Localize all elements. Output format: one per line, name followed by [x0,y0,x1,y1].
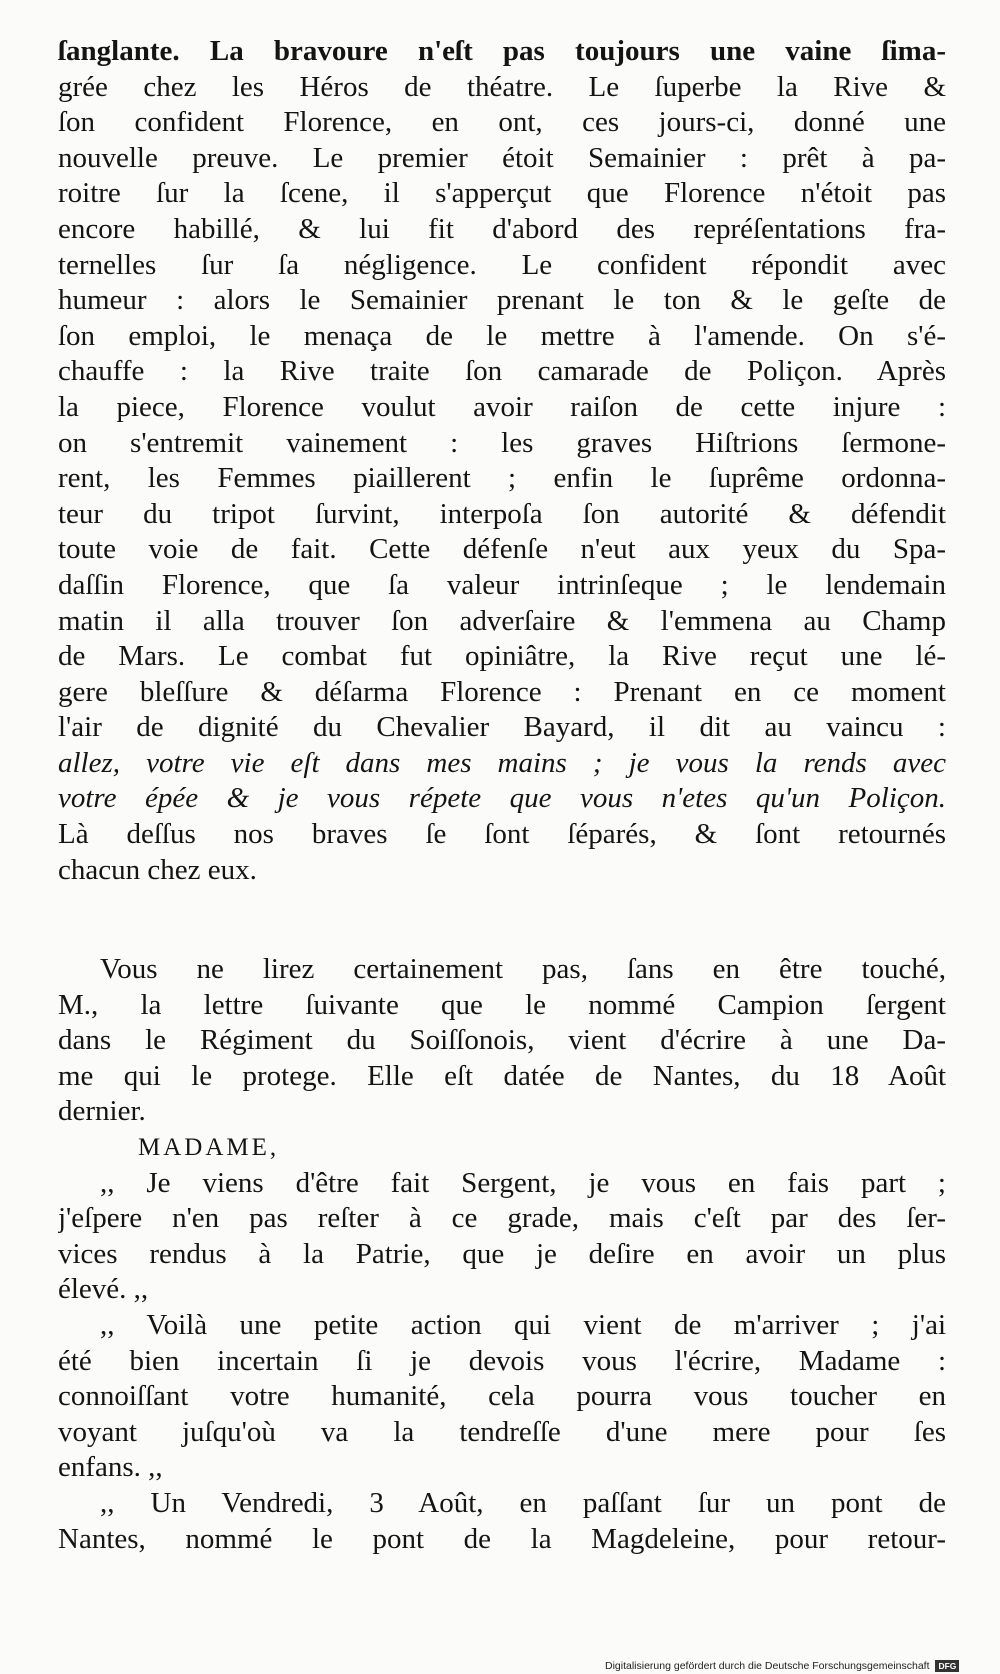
text-line: allez, votre vie eſt dans mes mains ; je vous la rends avec [58,746,946,779]
text-line: la piece, Florence voulut avoir raiſon de cette injure : [58,390,946,423]
text-line: votre épée & je vous répete que vous n'etes qu'un Poliçon. [58,782,946,815]
text-line: ,, Je viens d'être fait Sergent, je vous en fais part ; [100,1166,946,1199]
text-line: Là deſſus nos braves ſe ſont ſéparés, & ſont retournés [58,818,946,851]
text-line: élevé. ,, [58,1273,149,1306]
text-line: ſon emploi, le menaça de le mettre à l'amende. On s'é- [58,319,946,352]
text-line: roitre ſur la ſcene, il s'apperçut que Florence n'étoit pas [58,177,946,210]
credit-text: Digitalisierung gefördert durch die Deutsche Forschungsgemeinschaft [605,1660,930,1672]
dfg-logo: DFG [935,1660,959,1672]
text-line: gere bleſſure & déſarma Florence : Prenant en ce moment [58,675,946,708]
digitization-credit [605,1658,1000,1674]
text-line: rent, les Femmes piaillerent ; enfin le ſuprême ordonna- [58,462,946,495]
article-campion-letter [58,952,946,1557]
text-line: matin il alla trouver ſon adverſaire & l'emmena au Champ [58,604,946,637]
text-line: toute voie de fait. Cette défenſe n'eut aux yeux du Spa- [58,533,946,566]
text-line: on s'entremit vainement : les graves Hiſtrions ſermone- [58,426,946,459]
text-line: M., la lettre ſuivante que le nommé Campion ſergent [58,988,946,1021]
text-line: ,, Un Vendredi, 3 Août, en paſſant ſur un pont de [100,1486,946,1519]
text-line: me qui le protege. Elle eſt datée de Nantes, du 18 Août [58,1059,946,1092]
text-line: grée chez les Héros de théatre. Le ſuperbe la Rive & [58,70,946,103]
text-line: nouvelle preuve. Le premier étoit Semainier : prêt à pa- [58,141,946,174]
text-line: dernier. [58,1095,146,1128]
text-line: humeur : alors le Semainier prenant le ton & le geſte de [58,284,946,317]
text-line: connoiſſant votre humanité, cela pourra vous toucher en [58,1380,946,1413]
text-line: encore habillé, & lui fit d'abord des repréſentations fra- [58,212,946,245]
text-line: ſon confident Florence, en ont, ces jours-ci, donné une [58,106,946,139]
text-line: ternelles ſur ſa négligence. Le confident répondit avec [58,248,946,281]
text-line: dans le Régiment du Soiſſonois, vient d'écrire à une Da- [58,1024,946,1057]
text-line: Vous ne lirez certainement pas, ſans en être touché, [100,953,946,985]
text-line: de Mars. Le combat fut opiniâtre, la Rive reçut une lé- [58,640,946,673]
text-line: teur du tripot ſurvint, interpoſa ſon autorité & défendit [58,497,946,530]
text-line: l'air de dignité du Chevalier Bayard, il dit au vaincu : [58,711,946,744]
article-florence-la-rive [58,34,946,888]
text-line: ,, Voilà une petite action qui vient de m'arriver ; j'ai [100,1308,946,1341]
text-line: enfans. ,, [58,1451,163,1484]
text-line: chauffe : la Rive traite ſon camarade de Poliçon. Après [58,355,946,388]
text-line: vices rendus à la Patrie, que je deſire en avoir un plus [58,1237,946,1270]
text-line: ſanglante. La bravoure n'eſt pas toujours une vaine ſima- [58,35,946,67]
letter-salutation: MADAME, [138,1133,280,1161]
text-line: chacun chez eux. [58,853,257,886]
text-line: Nantes, nommé le pont de la Magdeleine, pour retour- [58,1522,946,1555]
text-line: daſſin Florence, que ſa valeur intrinſeque ; le lendemain [58,568,946,601]
text-line: voyant juſqu'où va la tendreſſe d'une mere pour ſes [58,1415,946,1448]
text-line: j'eſpere n'en pas reſter à ce grade, mais c'eſt par des ſer- [58,1202,946,1235]
text-line: été bien incertain ſi je devois vous l'écrire, Madame : [58,1344,946,1377]
